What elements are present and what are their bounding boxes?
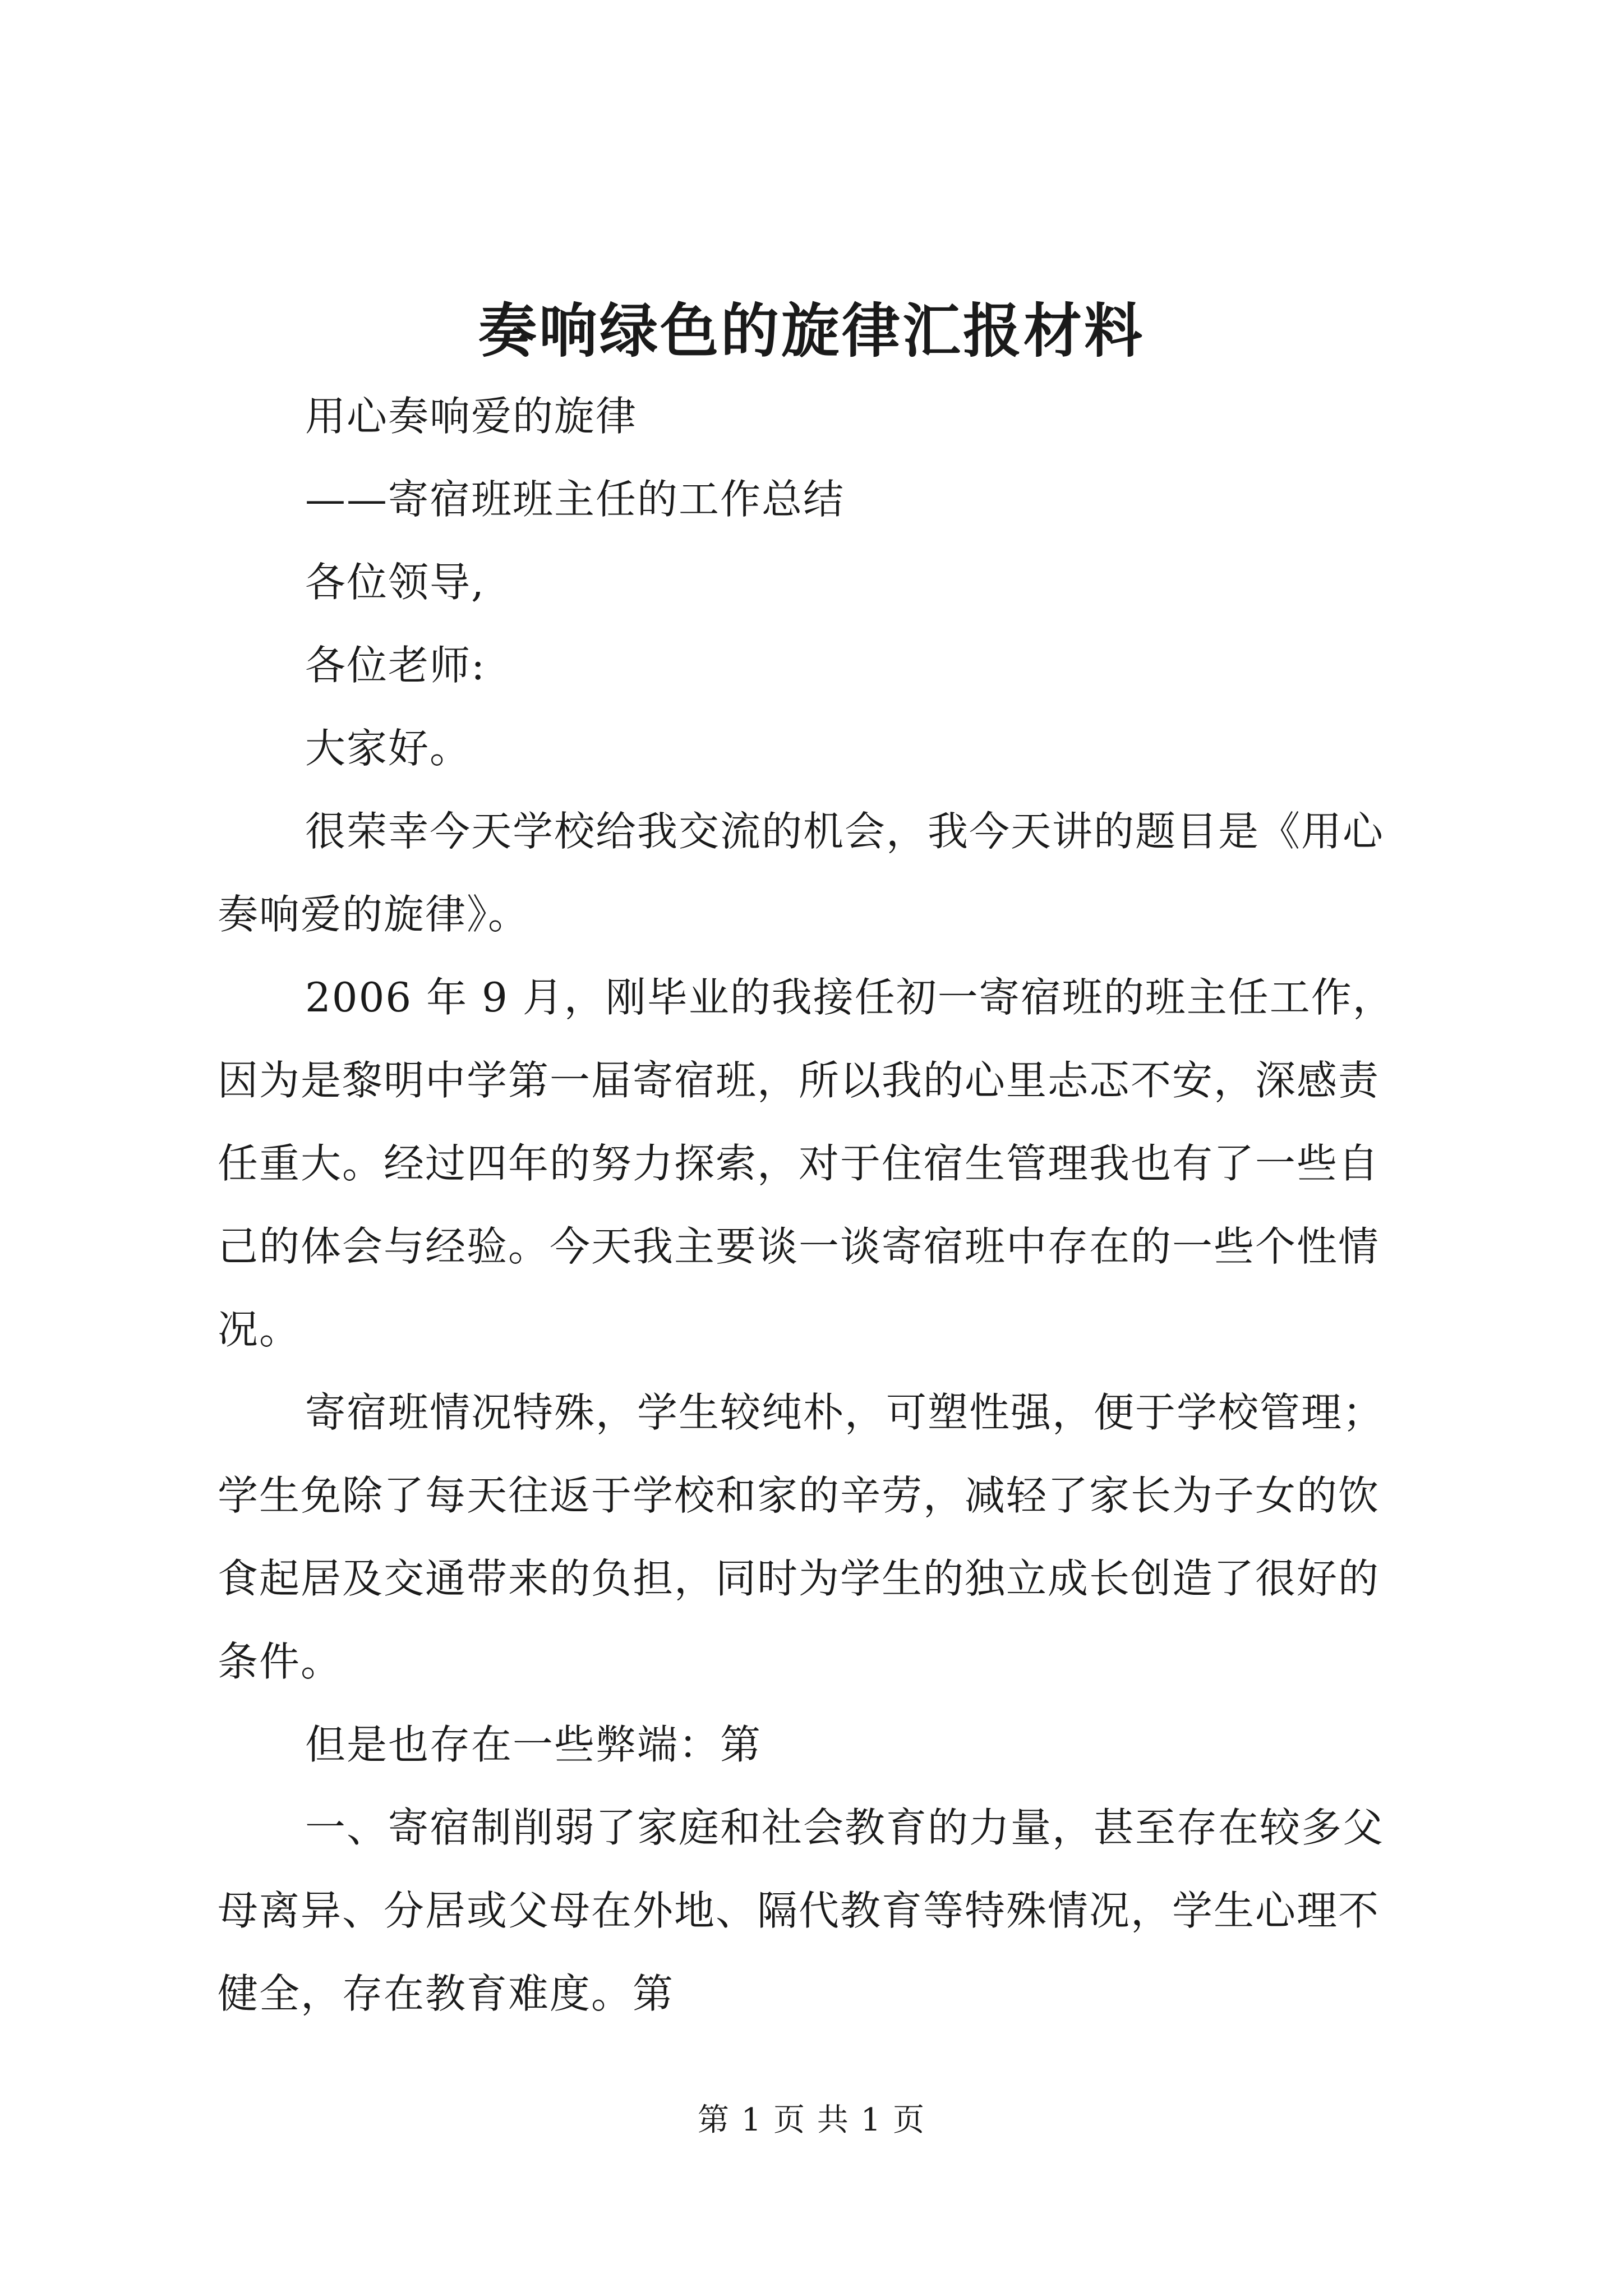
paragraph-drawback-one	[218, 1786, 1427, 2035]
document-title: 奏响绿色的旋律汇报材料	[478, 296, 1145, 365]
paragraph-line: 很荣幸今天学校给我交流的机会，我今天讲的题目是《用心	[305, 808, 1385, 855]
paragraph-advantages	[218, 1371, 1427, 1703]
salutation-teachers: 各位老师:	[305, 642, 486, 689]
subtitle-dash: ——寄宿班班主任的工作总结	[305, 476, 845, 523]
salutation-leaders: 各位领导,	[305, 559, 485, 606]
paragraph-line: 奏响爱的旋律》。	[218, 891, 530, 938]
paragraph-line: 一、寄宿制削弱了家庭和社会教育的力量，甚至存在较多父	[305, 1804, 1385, 1851]
paragraph-line: 况。	[218, 1306, 301, 1353]
greeting: 大家好。	[305, 725, 472, 772]
paragraph-line: 条件。	[218, 1638, 343, 1685]
paragraph-drawbacks-intro	[218, 1703, 1427, 1786]
page-footer: 第 1 页 共 1 页	[697, 2102, 926, 2138]
subtitle: 用心奏响爱的旋律	[305, 393, 638, 440]
paragraph-line: 寄宿班情况特殊，学生较纯朴，可塑性强，便于学校管理；	[305, 1389, 1385, 1436]
paragraph-line: 任重大。经过四年的努力探索，对于住宿生管理我也有了一些自	[218, 1140, 1380, 1187]
paragraph-line: 2006 年 9 月，刚毕业的我接任初一寄宿班的班主任工作，	[305, 974, 1394, 1021]
paragraph-line: 健全，存在教育难度。第	[218, 1970, 675, 2017]
paragraph-intro	[218, 790, 1427, 956]
document-body	[218, 375, 1427, 2035]
paragraph-line: 己的体会与经验。今天我主要谈一谈寄宿班中存在的一些个性情	[218, 1223, 1380, 1270]
paragraph-line: 学生免除了每天往返于学校和家的辛劳，减轻了家长为子女的饮	[218, 1472, 1380, 1519]
paragraph-line: 但是也存在一些弊端：第	[305, 1721, 762, 1768]
paragraph-line: 母离异、分居或父母在外地、隔代教育等特殊情况，学生心理不	[218, 1887, 1380, 1934]
paragraph-line: 食起居及交通带来的负担，同时为学生的独立成长创造了很好的	[218, 1555, 1380, 1602]
paragraph-background	[218, 956, 1427, 1371]
paragraph-line: 因为是黎明中学第一届寄宿班，所以我的心里忐忑不安，深感责	[218, 1057, 1380, 1104]
